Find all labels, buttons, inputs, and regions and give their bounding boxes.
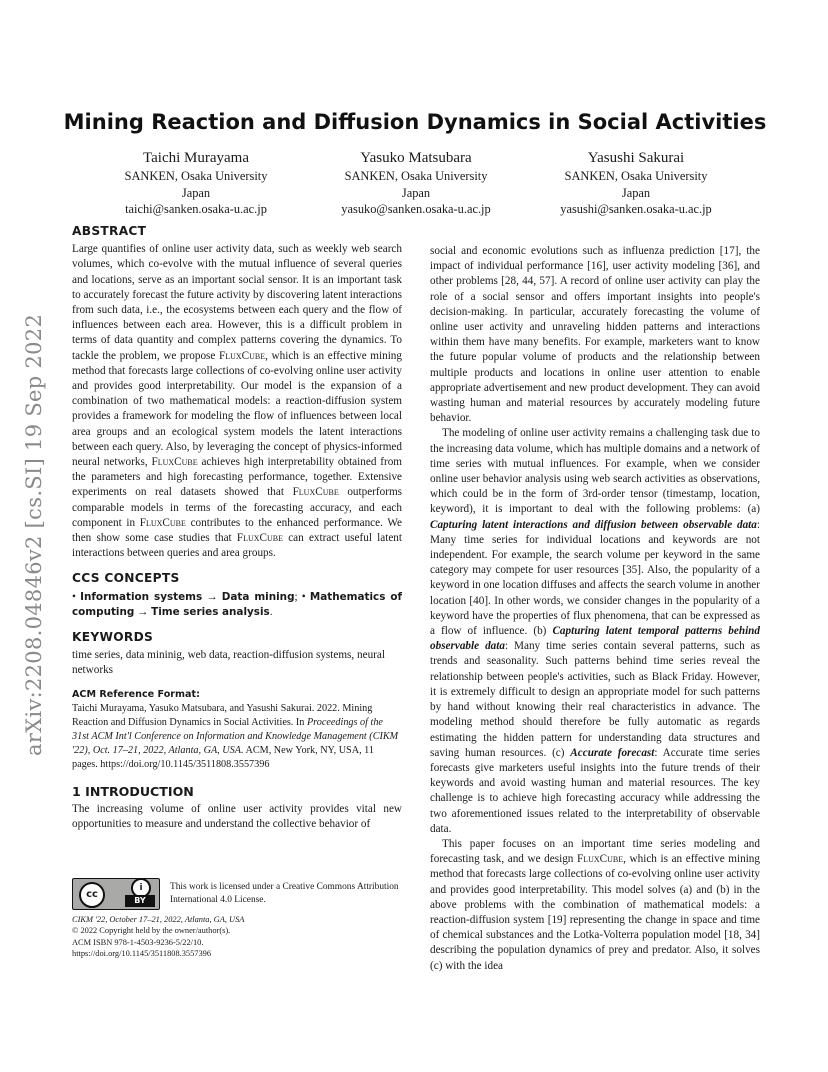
author-email[interactable]: yasushi@sanken.osaka-u.ac.jp <box>560 202 712 216</box>
acm-reference-text <box>72 702 402 772</box>
method-name: FluxCube <box>292 486 339 499</box>
method-name: FluxCube <box>151 456 198 469</box>
footer-conference: CIKM '22, October 17–21, 2022, Atlanta, GA, USA <box>72 915 245 924</box>
author-country: Japan <box>621 185 651 200</box>
author-country: Japan <box>401 185 431 200</box>
author-name: Yasuko Matsubara <box>360 150 472 166</box>
emphasis: Capturing latent interactions and diffusion between observable data <box>430 518 757 531</box>
method-name: FluxCube <box>219 349 266 362</box>
ccs-arrow: → <box>137 605 149 618</box>
abstract-text <box>72 242 402 561</box>
footer-info <box>72 914 402 960</box>
abstract-part: outperforms comparable models in terms of the forecasting accuracy, and each component in <box>72 486 402 529</box>
ccs-end: . <box>269 605 273 618</box>
keywords-heading: KEYWORDS <box>72 630 154 645</box>
introduction-heading: 1 INTRODUCTION <box>72 783 194 799</box>
method-name: FluxCube <box>577 853 624 866</box>
author-1 <box>86 148 306 218</box>
author-email[interactable]: taichi@sanken.osaka-u.ac.jp <box>125 202 267 216</box>
arxiv-identifier: arXiv:2208.04846v2 [cs.SI] 19 Sep 2022 <box>22 313 46 756</box>
author-country: Japan <box>181 185 211 200</box>
left-column <box>72 224 402 833</box>
text-part: This paper focuses on an important time series modeling and forecasting task, and we design <box>430 837 760 866</box>
emphasis: Capturing latent temporal patterns behind observable data <box>430 625 760 653</box>
author-block <box>86 148 746 218</box>
text-part: : Many time series contain several patterns, such as trends and seasonality. Such patterns behind time series reveal the relationship between people's activities, such as Black Friday. However, it is extremely difficult to design an appropriate model for such patterns by hand without knowing their real characteristics in advance. The modeling method should therefore be fully automatic as regards estimating the hidden pattern for understanding data structures and saving human resources. (c) <box>430 640 760 759</box>
paper-title: Mining Reaction and Diffusion Dynamics in Social Activities <box>63 110 767 134</box>
ccs-concept: Mathematics of computing <box>72 590 403 618</box>
ccs-heading: CCS CONCEPTS <box>72 571 180 586</box>
intro-paragraph-2 <box>430 426 760 836</box>
cc-icon: cc <box>79 882 105 908</box>
right-column <box>430 244 760 974</box>
intro-paragraph-3 <box>430 837 760 974</box>
text-part: The modeling of online user activity remains a challenging task due to the increasing data volume, which has multiple domains and a network of time series with mutual influences. For example, when we consider online user behavior analysis using web search activities as observations, which could be in the form of 3rd-order tensor (timestamp, location, keyword), it is important to deal with the following problems: (a) <box>430 427 760 516</box>
ccs-arrow: → <box>206 590 218 603</box>
emphasis: Accurate forecast <box>570 746 655 759</box>
attribution-icon: i <box>131 878 151 898</box>
abstract-heading: ABSTRACT <box>72 224 147 238</box>
introduction-text: The increasing volume of online user activity provides vital new opportunities to measure and understand the collective behavior of <box>72 803 402 831</box>
abstract-part: Large quantifies of online user activity data, such as weekly web search volumes, which co-evolve with the mutual influence of several queries and locations, serve as an important social sensor. It is an important task to accurately forecast the future activity by discovering latent interactions from such data, i.e., the ecosystems between each query and the flow of influences between each area. However, this is a difficult problem in terms of data quantity and complex patterns covering the dynamics. To tackle the problem, we propose <box>72 243 402 362</box>
footer-doi[interactable]: https://doi.org/10.1145/3511808.3557396 <box>72 949 212 959</box>
author-email[interactable]: yasuko@sanken.osaka-u.ac.jp <box>341 202 491 216</box>
ccs-separator: ; • <box>294 590 306 603</box>
method-name: FluxCube <box>236 532 283 545</box>
abstract-part: achieves high interpretability obtained from the parameters and high forecasting performance, together. Extensive experiments on real datasets showed that <box>72 456 403 499</box>
author-affiliation: SANKEN, Osaka University <box>344 169 488 183</box>
author-affiliation: SANKEN, Osaka University <box>124 169 268 183</box>
ccs-bullet: • <box>72 590 76 603</box>
method-name: FluxCube <box>139 516 186 529</box>
text-part: : Accurate time series forecasts give marketers useful insights into the future trends of their keywords and avoid wasting human and material resources. The key challenge is to achieve high forecasting accuracy while addressing the two aforementioned issues related to the interpretability of observable data. <box>430 746 760 835</box>
ref-part: ACM, New York, NY, USA, 11 pages. https://doi.org/10.1145/3511808.3557396 <box>72 744 374 770</box>
by-label: BY <box>125 895 155 907</box>
acm-reference-heading: ACM Reference Format: <box>72 688 200 700</box>
keywords-text: time series, data mininig, web data, reaction-diffusion systems, neural networks <box>72 649 385 677</box>
intro-paragraph-1: social and economic evolutions such as influenza prediction [17], the impact of individual performance [16], user activity modeling [36], and other problems [28, 44, 57]. A record of online user activity can play the role of a social sensor and offers important insights into people's decision-making. In particular, accurately forecasting the volume of online user activity and unraveling hidden patterns and interactions within them have many benefits. For example, marketers want to know the future popular volume of products and the relationship between multiple products and locations in online user attention to enable appropriate advertisement and new product development. They can avoid wasting human and material resources by accurately modeling future behavior. <box>430 245 760 425</box>
ccs-concept: Time series analysis <box>151 605 270 618</box>
footer-copyright: © 2022 Copyright held by the owner/author(s). <box>72 926 231 936</box>
footer-isbn: ACM ISBN 978-1-4503-9236-5/22/10. <box>72 937 204 947</box>
ccs-concept: Data mining <box>221 590 295 603</box>
cc-by-badge[interactable] <box>72 878 160 910</box>
ref-part: Taichi Murayama, Yasuko Matsubara, and Yasushi Sakurai. 2022. Mining Reaction and Diffusion Dynamics in Social Activities. In <box>72 702 373 728</box>
author-name: Yasushi Sakurai <box>587 150 685 166</box>
license-box <box>72 876 402 912</box>
ccs-concepts <box>72 590 402 620</box>
ref-venue: Proceedings of the 31st ACM Int'l Conference on Information and Knowledge Management (CIKM '22), Oct. 17–21, 2022, Atlanta, GA, USA. <box>72 716 399 756</box>
author-2 <box>306 148 526 218</box>
text-part: : Many time series for individual locations and keywords are not independent. For example, the search volume per keyword in the same category may compete for user resources [35]. Also, the popularity of a keyword in one location diffuses and affects the search volume in another location [40]. In other words, we consider changes in the popularity of a keyword have the properties of flux phenomena, that can be expressed as a flow of influence. (b) <box>430 518 760 638</box>
author-affiliation: SANKEN, Osaka University <box>564 169 708 183</box>
author-name: Taichi Murayama <box>143 150 249 166</box>
ccs-concept: Information systems <box>80 590 203 603</box>
abstract-part: , which is an effective mining method that forecasts large collections of co-evolving online user activity and provides good interpretability. Our model is the expansion of a combination of two mathematical models: a reaction-diffusion system provides a framework for modeling the flow of influences between local area groups and an ecological system models the latent interactions between each query. Also, by leveraging the concept of physics-informed neural networks, <box>72 349 402 469</box>
abstract-part: contributes to the enhanced performance. We then show some case studies that <box>72 516 402 545</box>
abstract-part: can extract useful latent interactions between queries and area groups. <box>72 532 402 560</box>
license-text: This work is licensed under a Creative Commons Attribution International 4.0 License. <box>170 882 399 905</box>
author-3 <box>526 148 746 218</box>
text-part: , which is an effective mining method that forecasts large collections of co-evolving online user activity and provides good interpretability. This model solves (a) and (b) in the above problems with the combination of mathematical models: a reaction-diffusion system [19] representing the change in space and time of chemical substances and the Lotka-Volterra population model [18, 34] describing the population dynamics of prey and predator. Also, it solves (c) with the idea <box>430 853 760 972</box>
